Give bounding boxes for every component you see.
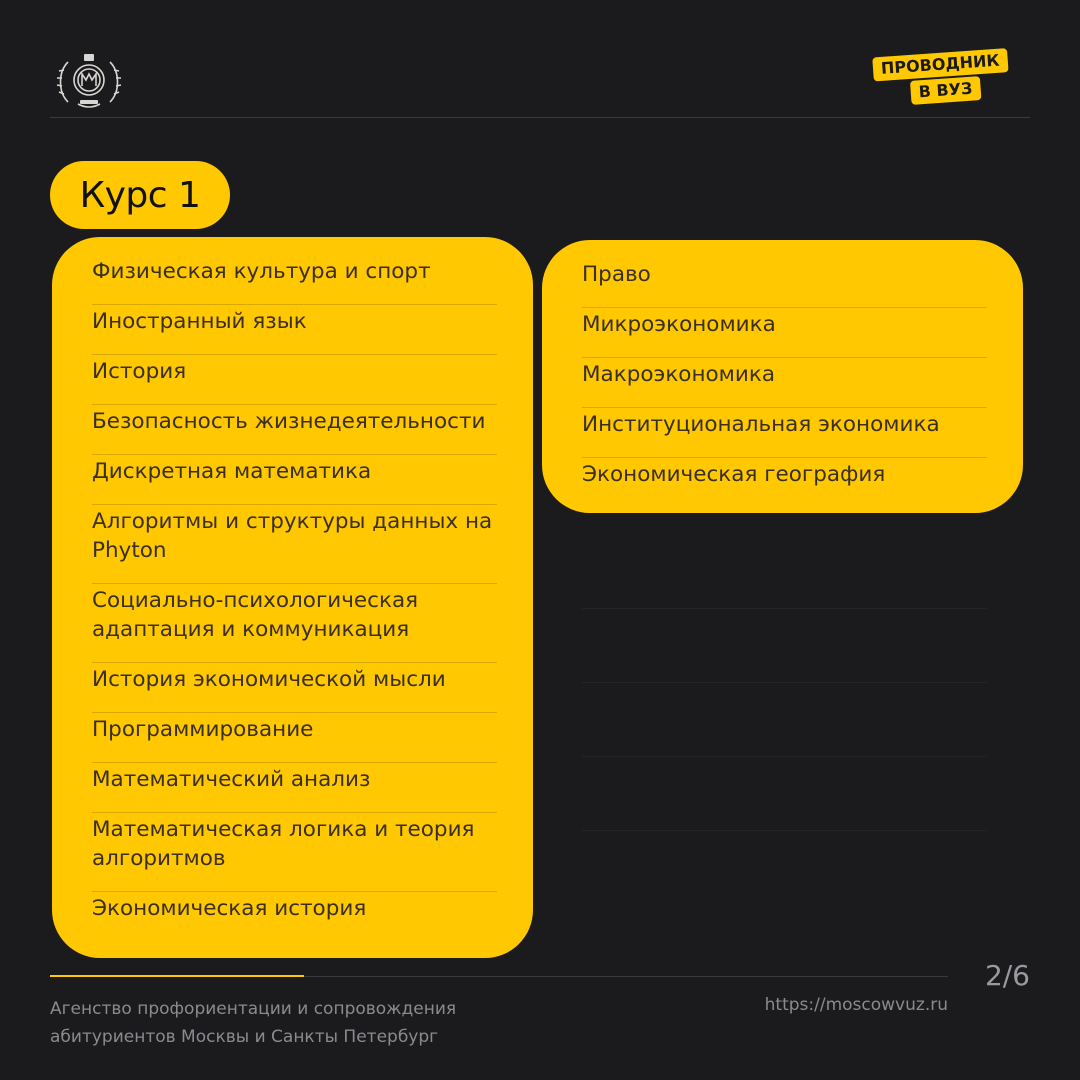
university-emblem-icon [54,50,124,112]
subject-item: Программирование [92,715,497,763]
subject-item: Дискретная математика [92,457,497,505]
subject-item: Макроэкономика [582,360,987,408]
subject-item: Право [582,258,987,308]
website-link[interactable]: https://moscowvuz.ru [764,995,948,1015]
subject-item: Алгоритмы и структуры данных на Phyton [92,507,497,584]
subject-item: Экономическая география [582,462,886,487]
subject-item: Социально-психологическая адаптация и коммуникация [92,586,497,663]
background-lines [582,608,987,904]
header-divider [50,117,1030,118]
background-line [582,756,987,757]
brand-line-2: В ВУЗ [910,76,981,105]
background-line [582,608,987,609]
background-line [582,830,987,831]
subjects-list-left [92,255,497,943]
course-title: Курс 1 [50,161,230,229]
subject-item: Иностранный язык [92,307,497,355]
page-number: 2/6 [984,959,1030,992]
subjects-card-right [542,240,1023,513]
brand-line-1: ПРОВОДНИК [872,48,1008,81]
subjects-list-right [582,258,987,509]
subject-item: Микроэкономика [582,310,987,358]
subject-item: Институциональная экономика [582,410,987,458]
agency-description: Агенство профориентации и сопровождения абитуриентов Москвы и Санкты Петербург [50,999,457,1047]
subject-item: История [92,357,497,405]
subject-item: Экономическая история [92,896,367,921]
subject-item: Физическая культура и спорт [92,255,497,305]
subject-item: Математический анализ [92,765,497,813]
brand-badge [872,47,1032,114]
subject-item: Безопасность жизнедеятельности [92,407,497,455]
subject-item: История экономической мысли [92,665,497,713]
background-line [582,682,987,683]
subjects-card-left [52,237,533,958]
subject-item: Математическая логика и теория алгоритмов [92,815,497,892]
footer-accent-line [50,975,304,977]
